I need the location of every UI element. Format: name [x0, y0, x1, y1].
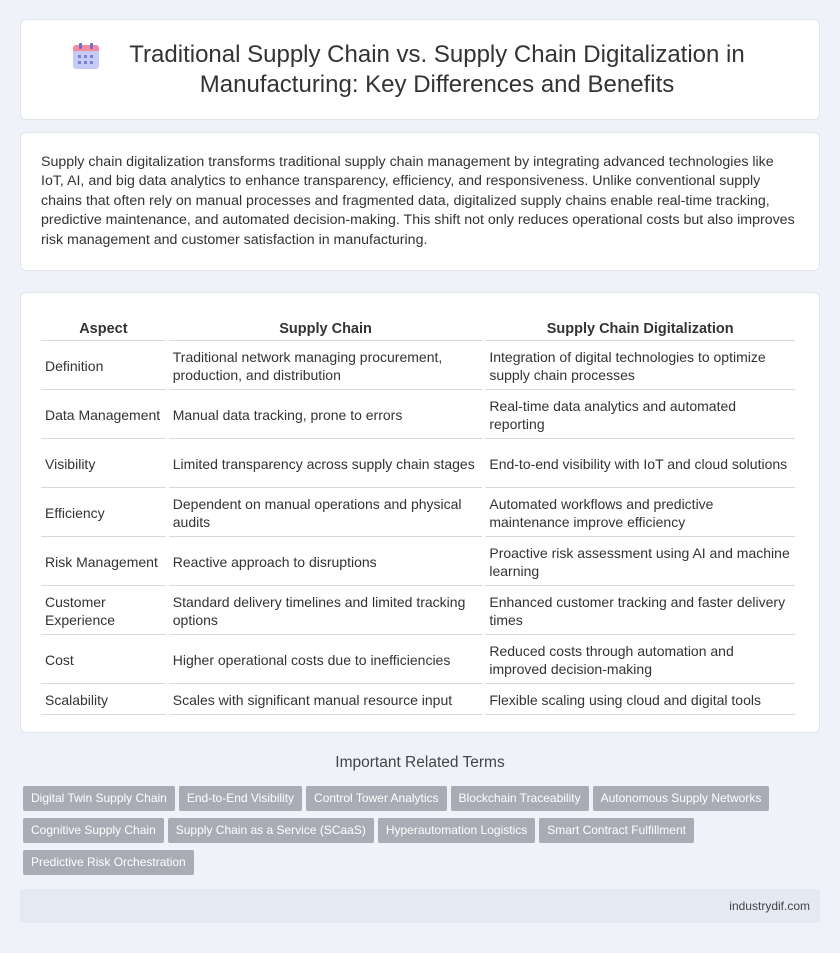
tag-end-to-end-visibility[interactable]: End-to-End Visibility	[179, 786, 302, 811]
tag-scaas[interactable]: Supply Chain as a Service (SCaaS)	[168, 818, 374, 843]
cell-supply-chain: Traditional network managing procurement, production, and distribution	[169, 341, 483, 390]
cell-aspect: Definition	[41, 341, 166, 390]
related-terms-title: Important Related Terms	[335, 754, 505, 771]
tag-hyperautomation-logistics[interactable]: Hyperautomation Logistics	[378, 818, 535, 843]
footer	[20, 889, 820, 923]
cell-aspect: Scalability	[41, 684, 166, 715]
cell-digitalization: End-to-end visibility with IoT and cloud solutions	[485, 439, 795, 488]
cell-aspect: Visibility	[41, 439, 166, 488]
table-row	[41, 488, 795, 537]
table-header-row	[41, 313, 795, 341]
cell-aspect: Data Management	[41, 390, 166, 439]
header-supply-chain: Supply Chain	[169, 313, 483, 341]
table-row	[41, 684, 795, 715]
cell-aspect: Efficiency	[41, 488, 166, 537]
cell-digitalization: Reduced costs through automation and improved decision-making	[485, 635, 795, 684]
cell-aspect: Customer Experience	[41, 586, 166, 635]
intro-card	[20, 132, 820, 271]
comparison-table	[38, 313, 798, 715]
tag-smart-contract-fulfillment[interactable]: Smart Contract Fulfillment	[539, 818, 694, 843]
tag-predictive-risk-orchestration[interactable]: Predictive Risk Orchestration	[23, 850, 194, 875]
tag-digital-twin-supply-chain[interactable]: Digital Twin Supply Chain	[23, 786, 175, 811]
title-wrap	[21, 40, 819, 100]
title-card	[20, 19, 820, 120]
header-aspect: Aspect	[41, 313, 166, 341]
table-row	[41, 586, 795, 635]
cell-digitalization: Flexible scaling using cloud and digital tools	[485, 684, 795, 715]
cell-supply-chain: Reactive approach to disruptions	[169, 537, 483, 586]
table-row	[41, 635, 795, 684]
cell-supply-chain: Dependent on manual operations and physical audits	[169, 488, 483, 537]
footer-site[interactable]: industrydif.com	[729, 899, 810, 913]
cell-aspect: Cost	[41, 635, 166, 684]
tag-cognitive-supply-chain[interactable]: Cognitive Supply Chain	[23, 818, 164, 843]
table-row	[41, 390, 795, 439]
cell-supply-chain: Scales with significant manual resource input	[169, 684, 483, 715]
tag-control-tower-analytics[interactable]: Control Tower Analytics	[306, 786, 447, 811]
calendar-icon	[73, 43, 99, 69]
related-terms-tags	[23, 786, 803, 882]
cell-digitalization: Enhanced customer tracking and faster delivery times	[485, 586, 795, 635]
intro-paragraph: Supply chain digitalization transforms traditional supply chain management by integrating advanced technologies like IoT, AI, and big data analytics to enhance transparency, efficiency, and responsiveness. Unlike conventional supply chains that often rely on manual processes and fragmented data, digitalized supply chains enable real-time tracking, predictive maintenance, and automated decision-making. This shift not only reduces operational costs but also improves risk management and customer satisfaction in manufacturing.	[41, 154, 795, 248]
cell-aspect: Risk Management	[41, 537, 166, 586]
header-digitalization: Supply Chain Digitalization	[485, 313, 795, 341]
cell-supply-chain: Higher operational costs due to inefficiencies	[169, 635, 483, 684]
cell-supply-chain: Standard delivery timelines and limited tracking options	[169, 586, 483, 635]
table-row	[41, 537, 795, 586]
cell-supply-chain: Limited transparency across supply chain stages	[169, 439, 483, 488]
cell-digitalization: Real-time data analytics and automated reporting	[485, 390, 795, 439]
comparison-card	[20, 292, 820, 733]
cell-digitalization: Proactive risk assessment using AI and machine learning	[485, 537, 795, 586]
cell-digitalization: Automated workflows and predictive maintenance improve efficiency	[485, 488, 795, 537]
page-title: Traditional Supply Chain vs. Supply Chain Digitalization in Manufacturing: Key Differences and Benefits	[129, 40, 745, 98]
table-row	[41, 439, 795, 488]
tag-blockchain-traceability[interactable]: Blockchain Traceability	[451, 786, 589, 811]
cell-digitalization: Integration of digital technologies to optimize supply chain processes	[485, 341, 795, 390]
table-row	[41, 341, 795, 390]
cell-supply-chain: Manual data tracking, prone to errors	[169, 390, 483, 439]
tag-autonomous-supply-networks[interactable]: Autonomous Supply Networks	[593, 786, 770, 811]
